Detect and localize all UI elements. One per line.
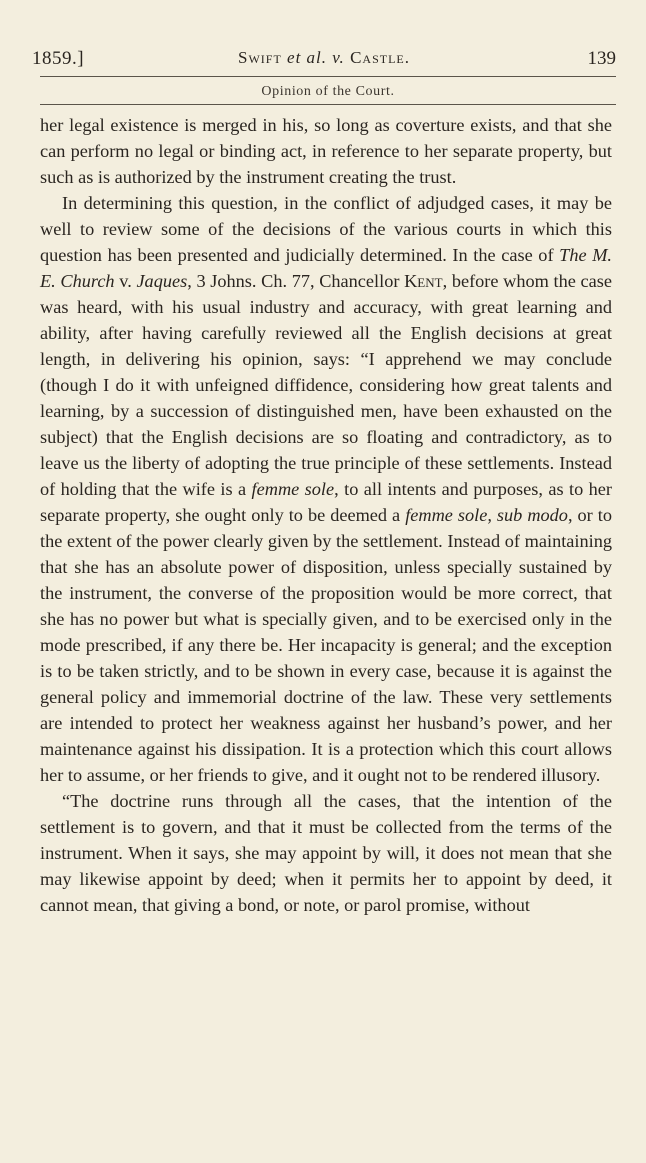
header-title-right: Castle. xyxy=(350,48,410,67)
header-rule xyxy=(40,76,616,77)
running-header xyxy=(32,48,616,74)
p2-text-5: , to all intents and purposes, as to her separate property, she ought only to be deemed a xyxy=(40,479,613,525)
p2-text-2: v. xyxy=(114,271,137,291)
section-subheading: Opinion of the Court. xyxy=(261,84,395,99)
body-text xyxy=(40,112,612,918)
p2-judge-name: Kent xyxy=(404,271,443,291)
subheading-rule xyxy=(40,104,616,105)
header-year: 1859.] xyxy=(32,48,85,69)
header-title-italic: et al. v. xyxy=(287,48,345,67)
header-title-left: Swift xyxy=(238,48,282,67)
p2-text-1: In determining this question, in the conflict of adjudged cases, it may be well to review some of the decisions of the various courts in which this question has been presented and judicially determined. In the case of xyxy=(40,193,612,265)
p2-text-6: , or to the extent of the power clearly given by the settlement. Instead of maintaining that she has an absolute power of disposition, unless specially sustained by the instrument, the converse of the proposition would be more correct, that she has no power but what is specially given, and to be exercised only in the mode prescribed, if any there be. Her incapacity is general; and the exception is to be taken strictly, and to be shown in every case, because it is against the general policy and immemorial doctrine of the law. These very settlements are intended to protect her weakness against her husband’s power, and her maintenance against his dissipation. It is a protection which this court allows her to assume, or her friends to give, and it ought not to be rendered illusory. xyxy=(40,505,612,785)
p2-latin-2: femme sole, sub modo xyxy=(405,505,568,525)
p2-text-4: , before whom the case was heard, with his usual industry and accuracy, with great learning and ability, after having carefully reviewed all the English decisions at great length, in delivering his opinion, says: “I apprehend we may conclude (though I do it with unfeigned diffidence, considering how great talents and learning, by a succession of distinguished men, have been exhausted on the subject) that the English decisions are so floating and contradictory, as to leave us the liberty of adopting the true principle of these settlements. Instead of holding that the wife is a xyxy=(40,271,612,499)
header-case-title xyxy=(32,48,616,68)
p2-latin-1: femme sole xyxy=(251,479,335,499)
paragraph-2 xyxy=(40,190,612,788)
p2-text-3: , 3 Johns. Ch. 77, Chancellor xyxy=(187,271,405,291)
paragraph-1: her legal existence is merged in his, so long as coverture exists, and that she can perform no legal or binding act, in reference to her separate property, but such as is authorized by the instrument creating the trust. xyxy=(40,115,612,187)
page-number: 139 xyxy=(587,48,616,69)
p2-case-name: The M. E. Church xyxy=(40,245,612,291)
paragraph-3: “The doctrine runs through all the cases, that the intention of the settlement is to govern, and that it must be collected from the terms of the instrument. When it says, she may appoint by will, it does not mean that she may likewise appoint by deed; when it permits her to appoint by deed, it cannot mean, that giving a bond, or note, or parol promise, without xyxy=(40,791,612,915)
p2-case-name-2: Jaques xyxy=(136,271,188,291)
